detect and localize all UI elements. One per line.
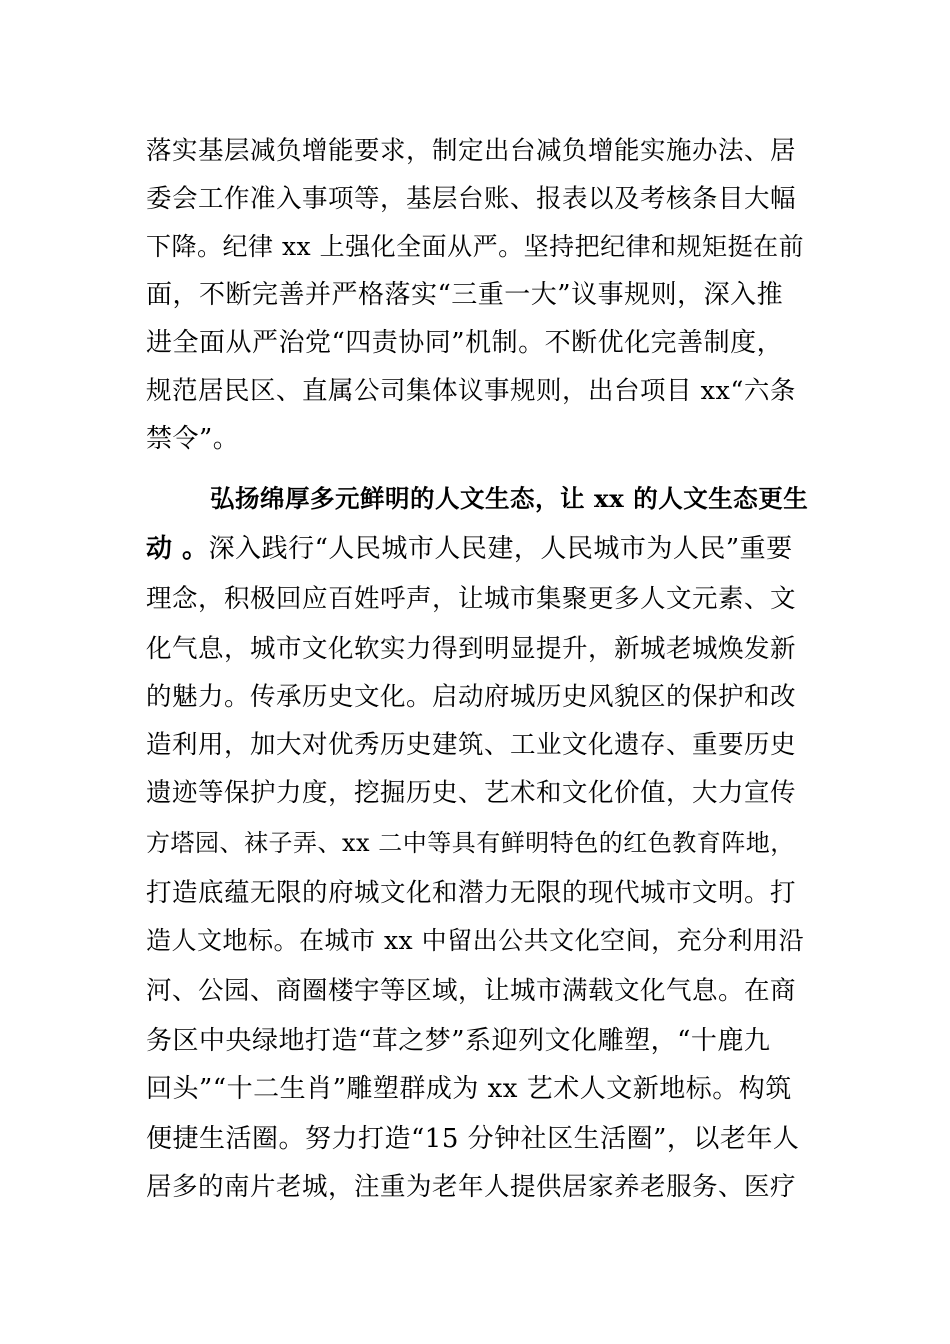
section-heading-end: 动 。 — [146, 534, 209, 564]
paragraph-2-line: 化气息，城市文化软实力得到明显提升，新城老城焕发新 — [146, 634, 797, 664]
paragraph-1-line: 落实基层减负增能要求，制定出台减负增能实施办法、居 — [146, 136, 797, 166]
paragraph-2-line: 河、公园、商圈楼宇等区域，让城市满载文化气息。在商 — [146, 976, 797, 1006]
paragraph-2-line: 造人文地标。在城市 xx 中留出公共文化空间，充分利用沿 — [146, 926, 805, 955]
paragraph-1-line: 面，不断完善并严格落实“三重一大”议事规则，深入推 — [146, 280, 784, 310]
paragraph-2-line: 造利用，加大对优秀历史建筑、工业文化遗存、重要历史 — [146, 730, 797, 760]
paragraph-2-line: 理念，积极回应百姓呼声，让城市集聚更多人文元素、文 — [146, 584, 797, 614]
paragraph-2-line: 方塔园、袜子弄、xx 二中等具有鲜明特色的红色教育阵地， — [146, 829, 795, 857]
paragraph-2-line: 居多的南片老城，注重为老年人提供居家养老服务、医疗 — [146, 1172, 797, 1202]
paragraph-2-line: 便捷生活圈。努力打造“15 分钟社区生活圈”，以老年人 — [146, 1124, 800, 1154]
paragraph-2-line: 务区中央绿地打造“茸之梦”系迎列文化雕塑，“十鹿九 — [146, 1026, 771, 1056]
paragraph-1-line: 进全面从严治党“四责协同”机制。不断优化完善制度， — [146, 328, 784, 358]
paragraph-1-line: 禁令”。 — [146, 424, 240, 454]
paragraph-2-line: 遗迹等保护力度，挖掘历史、艺术和文化价值，大力宣传 — [146, 778, 797, 808]
paragraph-1-line: 委会工作准入事项等，基层台账、报表以及考核条目大幅 — [146, 184, 797, 214]
paragraph-1-line: 下降。纪律 xx 上强化全面从严。坚持把纪律和规矩挺在前 — [146, 232, 805, 261]
paragraph-2-line: 打造底蕴无限的府城文化和潜力无限的现代城市文明。打 — [146, 878, 797, 908]
paragraph-2-line: 的魅力。传承历史文化。启动府城历史风貌区的保护和改 — [146, 682, 797, 712]
paragraph-2-line — [146, 526, 806, 572]
paragraph-2-line: 回头”“十二生肖”雕塑群成为 xx 艺术人文新地标。构筑 — [146, 1074, 792, 1104]
section-heading: 弘扬绵厚多元鲜明的人文生态，让 xx 的人文生态更生 — [210, 484, 809, 513]
paragraph-1-line: 规范居民区、直属公司集体议事规则，出台项目 xx“六条 — [146, 376, 796, 406]
paragraph-2-text: 深入践行“人民城市人民建，人民城市为人民”重要 — [208, 534, 793, 564]
